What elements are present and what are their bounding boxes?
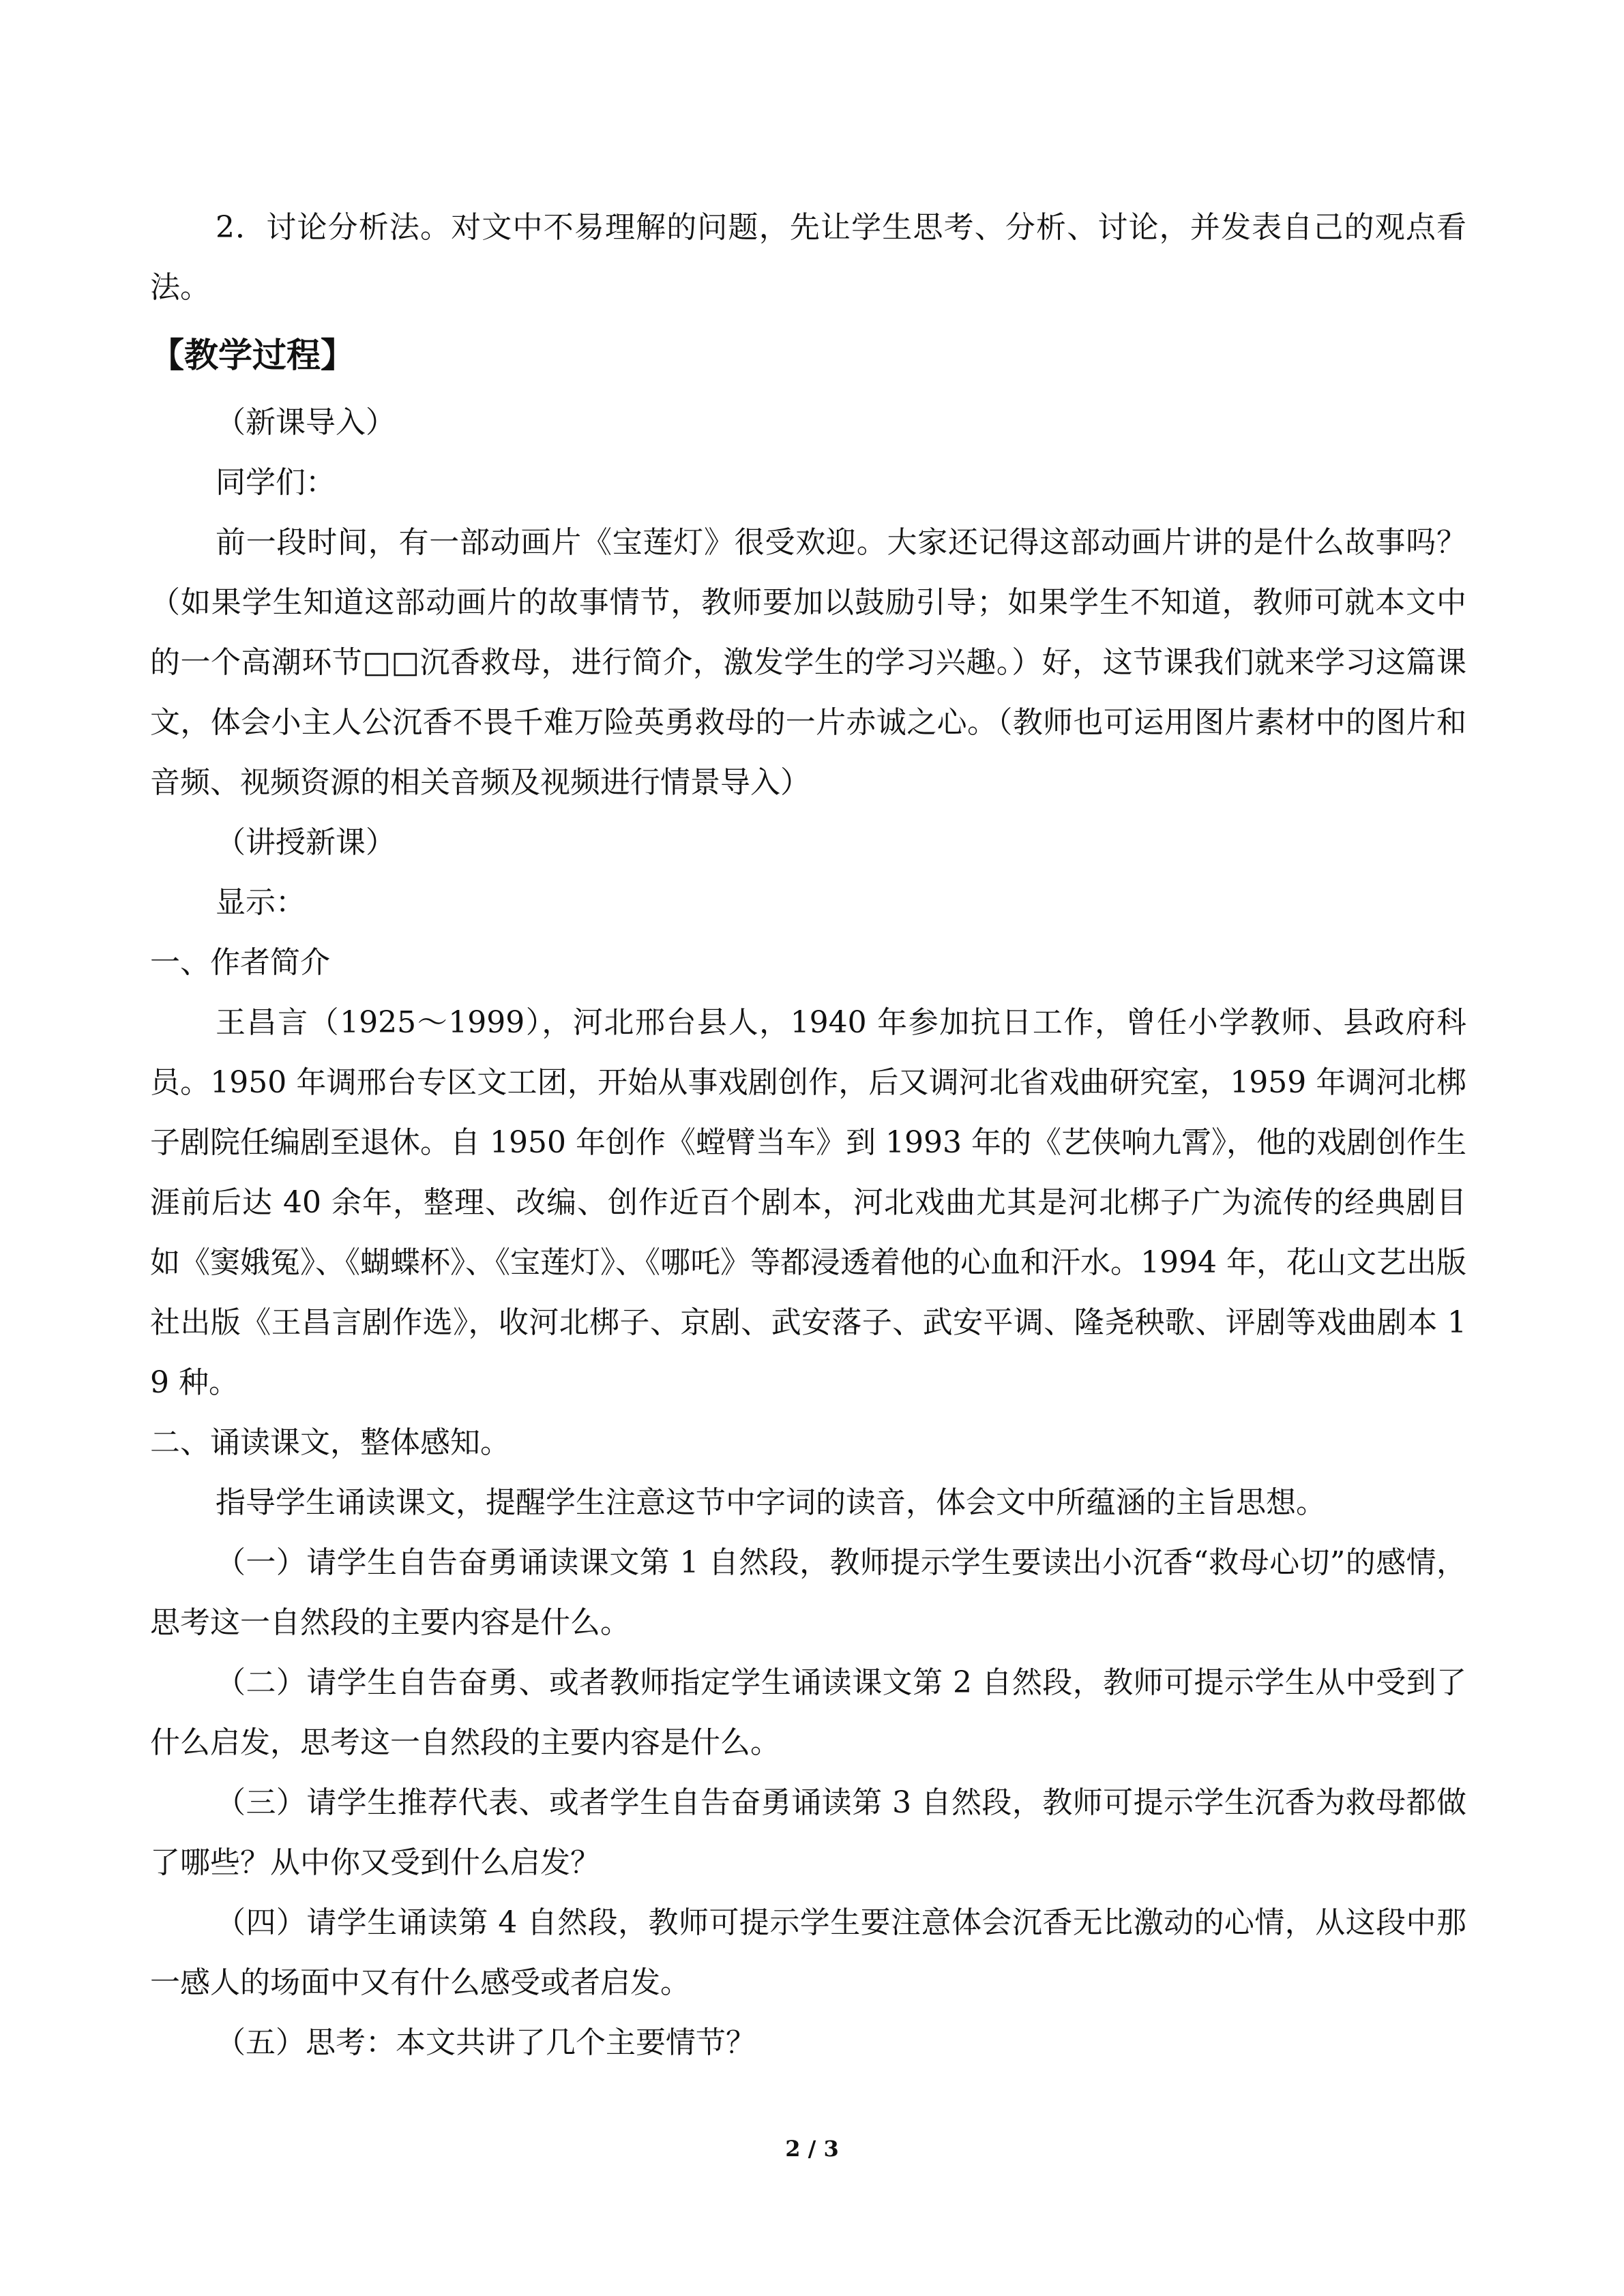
paragraph-author-bio: 王昌言（1925～1999），河北邢台县人，1940 年参加抗日工作，曾任小学教师、县政府科员。1950 年调邢台专区文工团，开始从事戏剧创作，后又调河北省戏曲研究室，1959 年调河北梆子剧院任编剧至退休。自 1950 年创作《螳臂当车》到 1993 年的《艺侠响九霄》，他的戏剧创作生涯前后达 40 余年，整理、改编、创作近百个剧本，河北戏曲尤其是河北梆子广为流传的经典剧目如《窦娥冤》、《蝴蝶杯》、《宝莲灯》、《哪吒》等都浸透着他的心血和汗水。1994 年，花山文艺出版社出版《王昌言剧作选》，收河北梆子、京剧、武安落子、武安平调、隆尧秧歌、评剧等戏曲剧本 19 种。 <box>150 1005 1466 1400</box>
paragraph-step-4: （四）请学生诵读第 4 自然段，教师可提示学生要注意体会沉香无比激动的心情，从这段中那一感人的场面中又有什么感受或者启发。 <box>150 1905 1466 2000</box>
heading-author-intro: 一、作者简介 <box>150 945 330 980</box>
paragraph-new-lesson-intro: （新课导入） <box>216 405 396 440</box>
paragraph-step-2: （二）请学生自告奋勇、或者教师指定学生诵读课文第 2 自然段，教师可提示学生从中受到了什么启发，思考这一自然段的主要内容是什么。 <box>150 1665 1466 1760</box>
paragraph-greeting: 同学们： <box>216 465 336 500</box>
heading-reading-overview: 二、诵读课文，整体感知。 <box>150 1425 510 1460</box>
paragraph-method-2: 2．讨论分析法。对文中不易理解的问题，先让学生思考、分析、讨论，并发表自己的观点看法。 <box>150 210 1466 305</box>
paragraph-guide-reading: 指导学生诵读课文，提醒学生注意这节中字词的读音，体会文中所蕴涵的主旨思想。 <box>216 1485 1326 1520</box>
paragraph-step-3: （三）请学生推荐代表、或者学生自告奋勇诵读第 3 自然段，教师可提示学生沉香为救母都做了哪些？从中你又受到什么启发？ <box>150 1785 1466 1880</box>
document-body <box>150 198 1466 2073</box>
paragraph-teach-new-lesson: （讲授新课） <box>216 825 396 860</box>
paragraph-step-1: （一）请学生自告奋勇诵读课文第 1 自然段，教师提示学生要读出小沉香“救母心切”的感情，思考这一自然段的主要内容是什么。 <box>150 1545 1466 1640</box>
paragraph-intro-body: 前一段时间，有一部动画片《宝莲灯》很受欢迎。大家还记得这部动画片讲的是什么故事吗？（如果学生知道这部动画片的故事情节，教师要加以鼓励引导；如果学生不知道，教师可就本文中的一个高潮环节□□沉香救母，进行简介，激发学生的学习兴趣。）好，这节课我们就来学习这篇课文，体会小主人公沉香不畏千难万险英勇救母的一片赤诚之心。（教师也可运用图片素材中的图片和音频、视频资源的相关音频及视频进行情景导入） <box>150 525 1466 800</box>
page-number: 2 / 3 <box>785 2136 839 2162</box>
section-heading-teaching-process: 【教学过程】 <box>150 336 355 375</box>
paragraph-display: 显示： <box>216 885 306 920</box>
paragraph-step-5: （五）思考：本文共讲了几个主要情节？ <box>216 2025 756 2060</box>
